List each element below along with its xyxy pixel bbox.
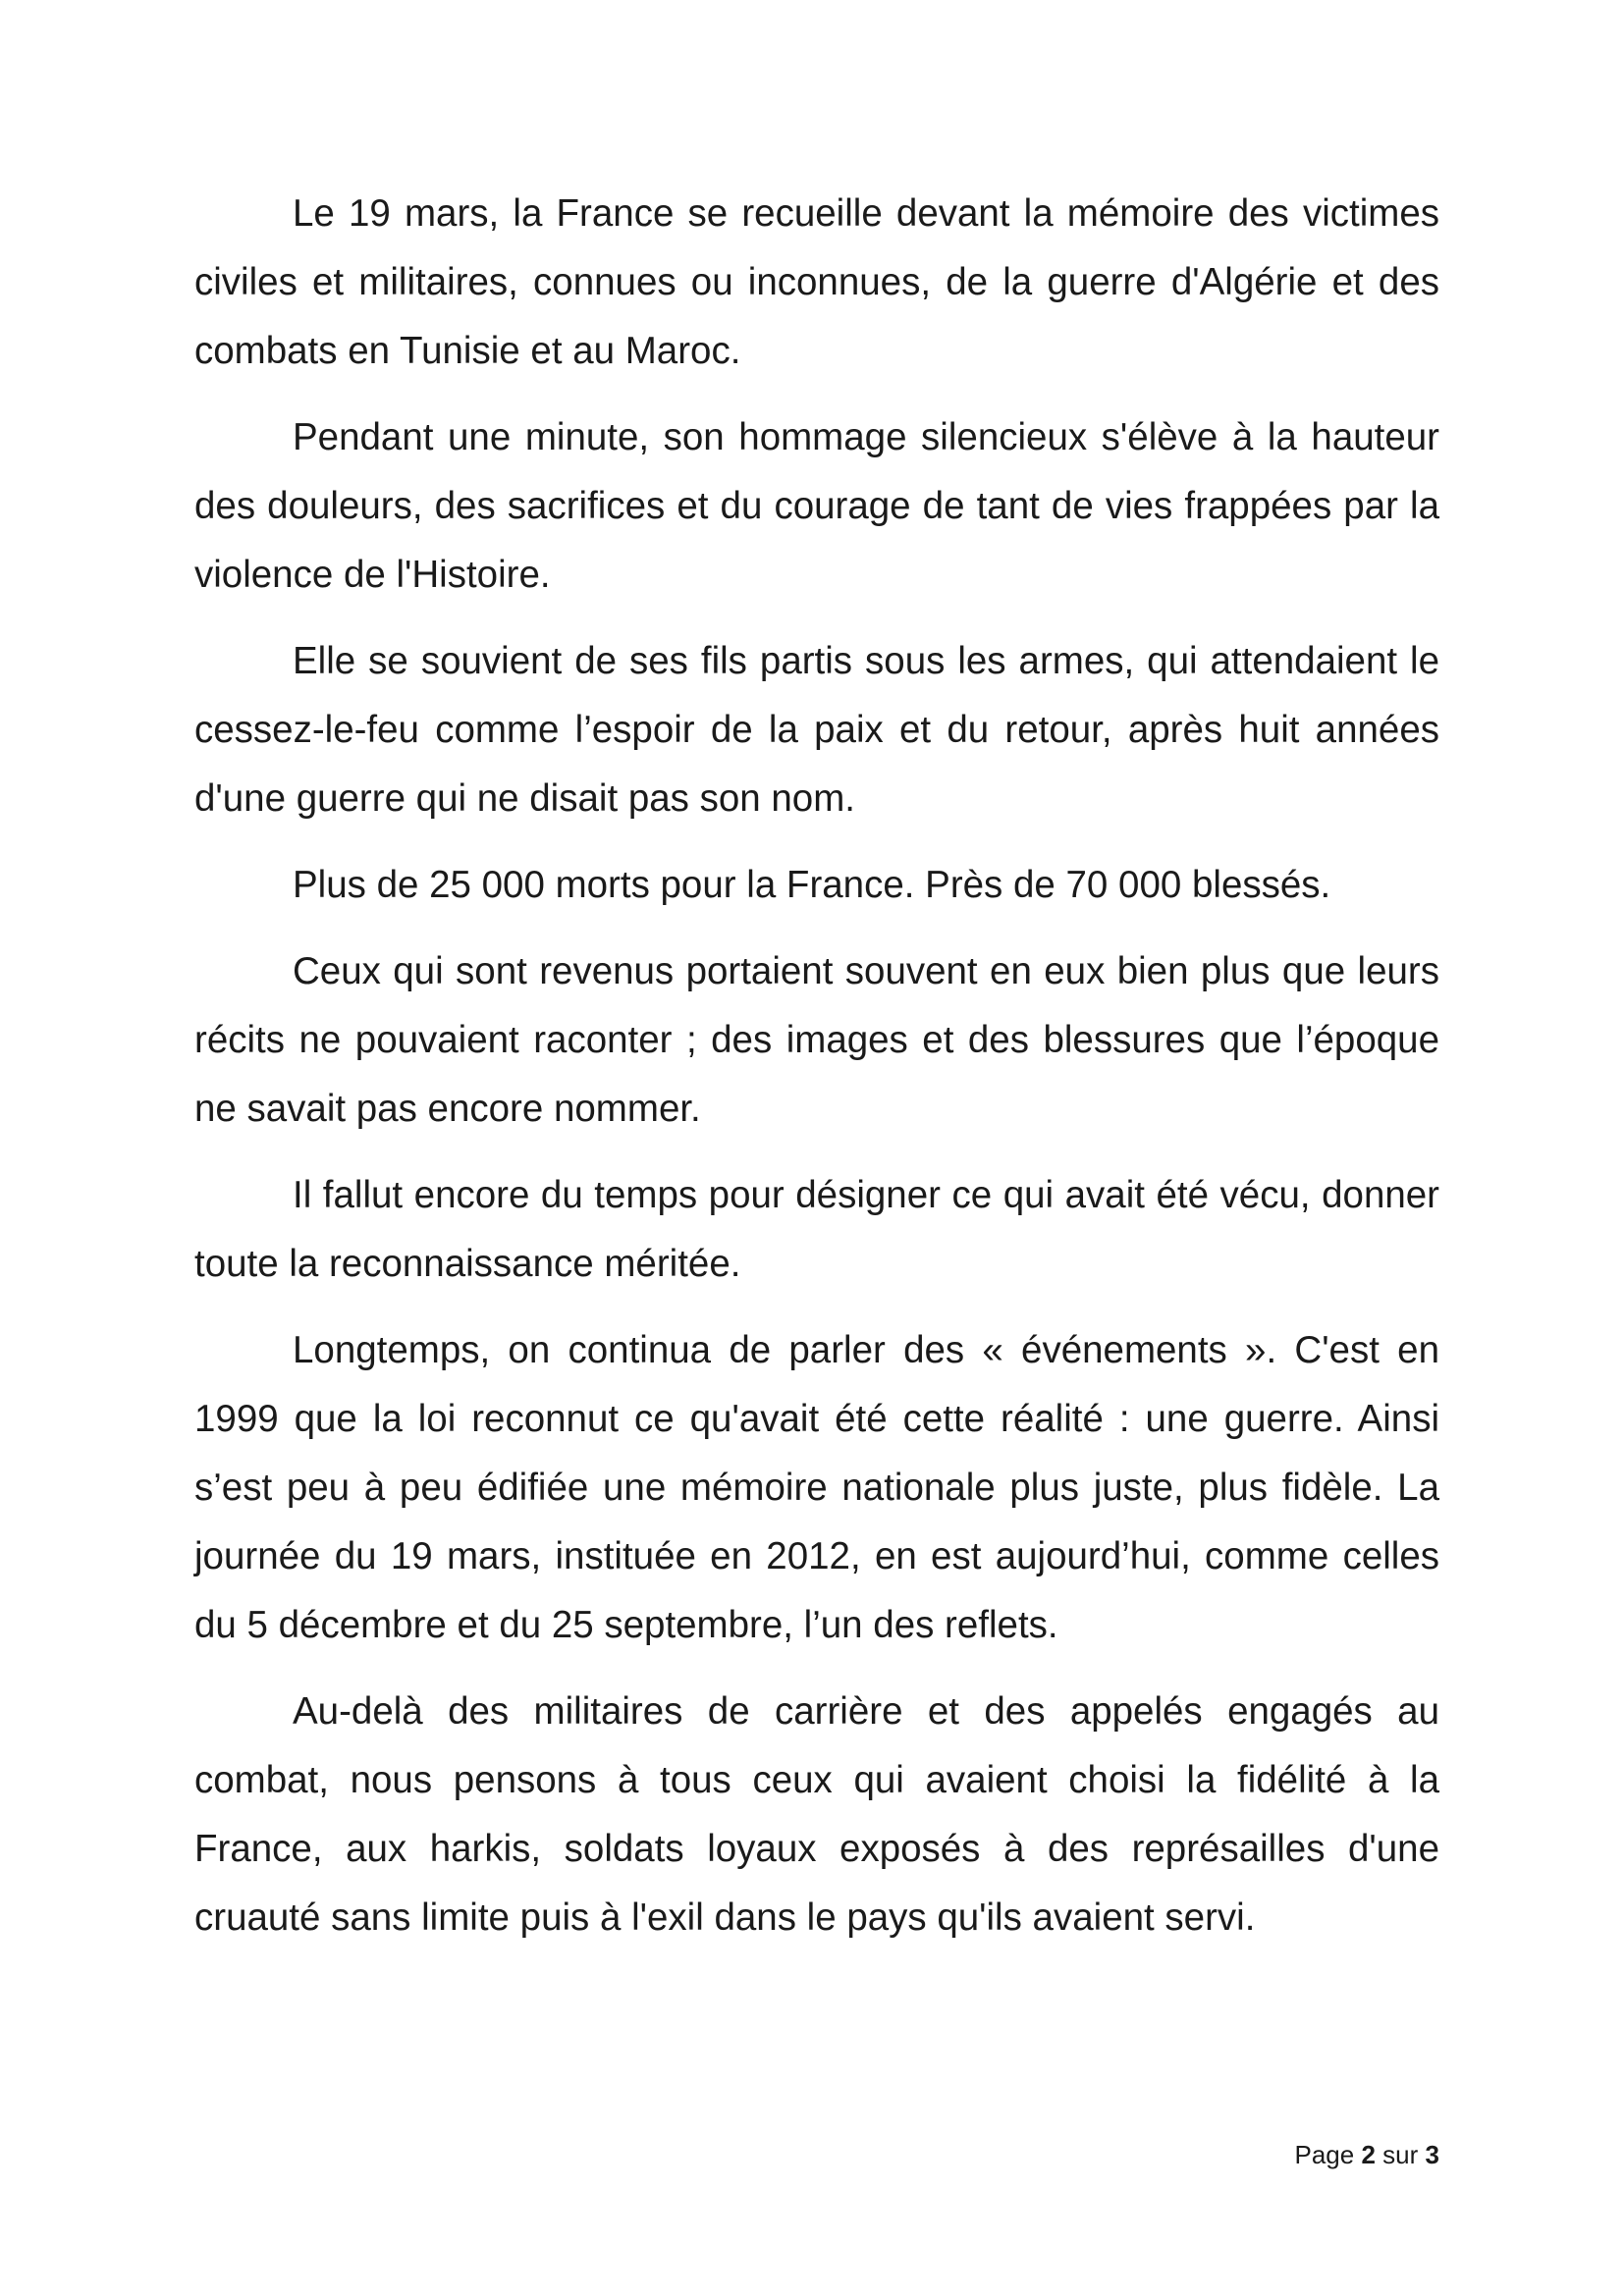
paragraph-1: Le 19 mars, la France se recueille devant la mémoire des victimes civiles et militaires, connues ou inconnues, de la guerre d'Algérie et des combats en Tunisie et au Maroc. — [194, 192, 1439, 372]
paragraph-7: Longtemps, on continua de parler des « événements ». C'est en 1999 que la loi reconnut ce qu'avait été cette réalité : une guerre. Ainsi s’est peu à peu édifiée une mémoire nationale plus juste, plus fidèle. La journée du 19 mars, instituée en 2012, en est aujourd’hui, comme celles du 5 décembre et du 25 septembre, l’un des reflets. — [194, 1329, 1439, 1646]
total-pages-number: 3 — [1425, 2140, 1439, 2169]
document-body — [194, 180, 1439, 1970]
paragraph-8: Au-delà des militaires de carrière et des appelés engagés au combat, nous pensons à tous ceux qui avaient choisi la fidélité à la France, aux harkis, soldats loyaux exposés à des représailles d'une cruauté sans limite puis à l'exil dans le pays qu'ils avaient servi. — [194, 1690, 1439, 1939]
page-label: Page — [1294, 2140, 1355, 2169]
of-label: sur — [1382, 2140, 1419, 2169]
current-page-number: 2 — [1361, 2140, 1376, 2169]
paragraph-5: Ceux qui sont revenus portaient souvent en eux bien plus que leurs récits ne pouvaient raconter ; des images et des blessures que l’époque ne savait pas encore nommer. — [194, 950, 1439, 1130]
paragraph-6: Il fallut encore du temps pour désigner ce qui avait été vécu, donner toute la reconnaissance méritée. — [194, 1174, 1439, 1285]
page-number-footer — [1295, 2140, 1440, 2170]
paragraph-3: Elle se souvient de ses fils partis sous les armes, qui attendaient le cessez-le-feu comme l’espoir de la paix et du retour, après huit années d'une guerre qui ne disait pas son nom. — [194, 640, 1439, 820]
paragraph-2: Pendant une minute, son hommage silencieux s'élève à la hauteur des douleurs, des sacrifices et du courage de tant de vies frappées par la violence de l'Histoire. — [194, 416, 1439, 596]
paragraph-4: Plus de 25 000 morts pour la France. Près de 70 000 blessés. — [293, 864, 1331, 906]
